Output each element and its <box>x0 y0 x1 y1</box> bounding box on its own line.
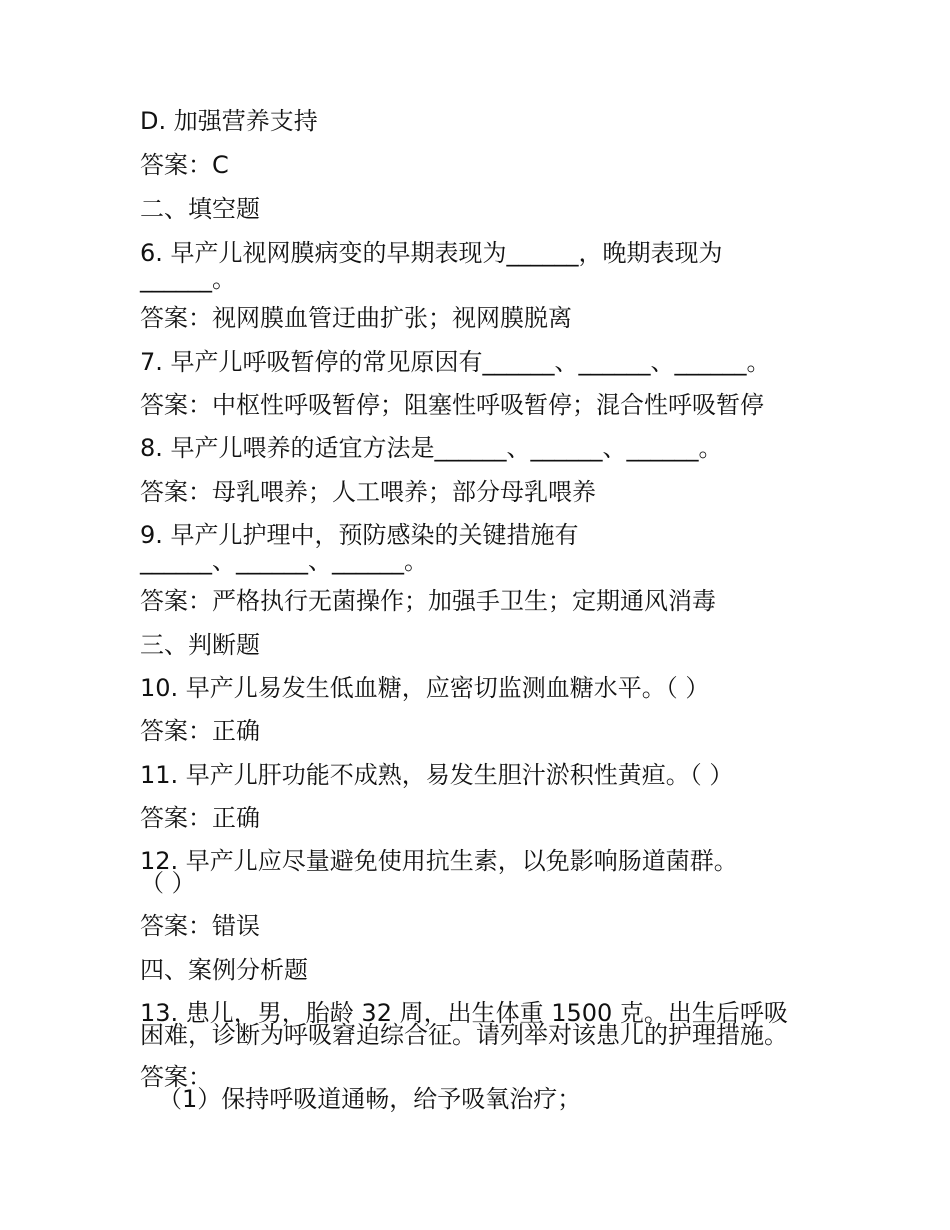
section-heading-fill-in: 二、填空题 <box>140 195 260 223</box>
answer-q13-item-1: （1）保持呼吸道通畅，给予吸氧治疗； <box>158 1085 582 1113</box>
question-12: 12. 早产儿应尽量避免使用抗生素，以免影响肠道菌群。 <box>140 847 738 875</box>
section-heading-true-false: 三、判断题 <box>140 631 260 659</box>
question-7: 7. 早产儿呼吸暂停的常见原因有______、______、______。 <box>140 348 771 376</box>
answer-q9: 答案：严格执行无菌操作；加强手卫生；定期通风消毒 <box>140 587 716 615</box>
section-heading-case-analysis: 四、案例分析题 <box>140 956 308 984</box>
option-d: D. 加强营养支持 <box>140 107 318 135</box>
answer-q6: 答案：视网膜血管迂曲扩张；视网膜脱离 <box>140 304 572 332</box>
answer-q12: 答案：错误 <box>140 912 260 940</box>
answer-q7: 答案：中枢性呼吸暂停；阻塞性呼吸暂停；混合性呼吸暂停 <box>140 391 764 419</box>
question-6: 6. 早产儿视网膜病变的早期表现为______，晚期表现为 <box>140 239 723 267</box>
question-13-continued: 困难，诊断为呼吸窘迫综合征。请列举对该患儿的护理措施。 <box>140 1021 788 1049</box>
question-13: 13. 患儿，男，胎龄 32 周，出生体重 1500 克。出生后呼吸 <box>140 999 788 1027</box>
question-6-continued: ______。 <box>140 265 236 293</box>
question-12-continued: （ ） <box>140 869 196 897</box>
question-9: 9. 早产儿护理中，预防感染的关键措施有 <box>140 521 579 549</box>
answer-q13-label: 答案： <box>140 1063 212 1091</box>
answer-q11: 答案：正确 <box>140 804 260 832</box>
answer-q10: 答案：正确 <box>140 717 260 745</box>
answer-q5: 答案：C <box>140 151 229 179</box>
question-8: 8. 早产儿喂养的适宜方法是______、______、______。 <box>140 434 723 462</box>
question-11: 11. 早产儿肝功能不成熟，易发生胆汁淤积性黄疸。（ ） <box>140 761 734 789</box>
answer-q8: 答案：母乳喂养；人工喂养；部分母乳喂养 <box>140 478 596 506</box>
question-10: 10. 早产儿易发生低血糖，应密切监测血糖水平。（ ） <box>140 674 710 702</box>
question-9-continued: ______、______、______。 <box>140 547 428 575</box>
